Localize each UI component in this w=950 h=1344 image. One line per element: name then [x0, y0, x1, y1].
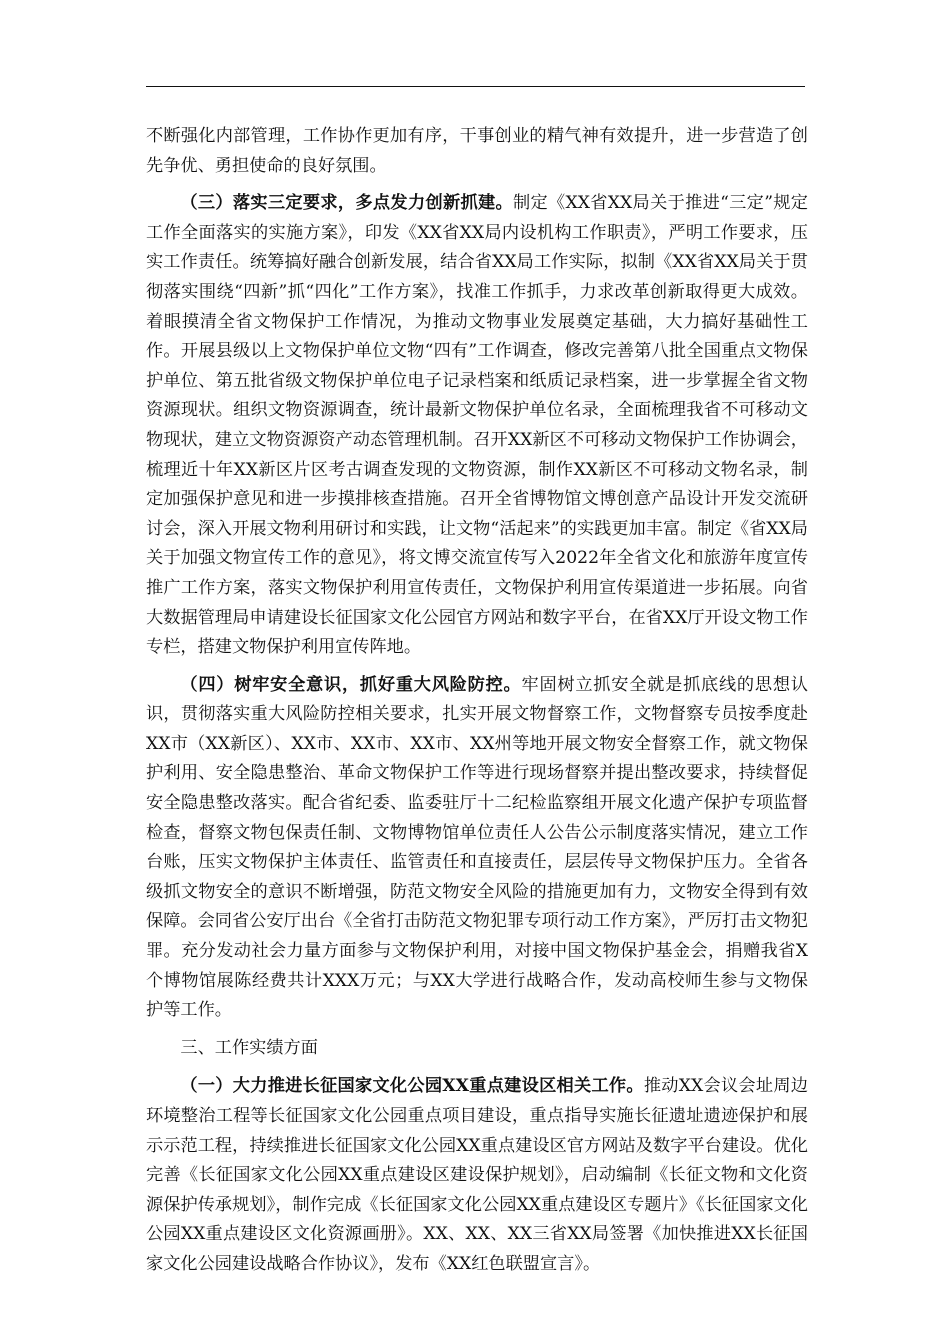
paragraph-section-3	[146, 189, 808, 663]
paragraph-text: 牢固树立抓安全就是抓底线的思想认识，贯彻落实重大风险防控相关要求，扎实开展文物督察工作，文物督察专员按季度赴XX市（XX新区）、XX市、XX市、XX市、XX州等地开展文物安全督察工作，就文物保护利用、安全隐患整治、革命文物保护工作等进行现场督察并提出整改要求，持续督促安全隐患整改落实。配合省纪委、监委驻厅十二纪检监察组开展文化遗产保护专项监督检查，督察文物包保责任制、文物博物馆单位责任人公告公示制度落实情况，建立工作台账，压实文物保护主体责任、监管责任和直接责任，层层传导文物保护压力。全省各级抓文物安全的意识不断增强，防范文物安全风险的措施更加有力，文物安全得到有效保障。会同省公安厅出台《全省打击防范文物犯罪专项行动工作方案》，严厉打击文物犯罪。充分发动社会力量方面参与文物保护利用，对接中国文物保护基金会，捐赠我省X个博物馆展陈经费共计XXX万元；与XX大学进行战略合作，发动高校师生参与文物保护等工作。	[146, 674, 808, 1021]
paragraph-heading: （三）落实三定要求，多点发力创新抓建。	[180, 193, 513, 214]
paragraph-achievement-1	[146, 1072, 808, 1279]
paragraph-text: 不断强化内部管理，工作协作更加有序，干事创业的精气神有效提升，进一步营造了创先争优、勇担使命的良好氛围。	[146, 126, 808, 176]
header-rule	[146, 86, 805, 87]
document-body	[146, 122, 808, 1288]
paragraph-text: 制定《XX省XX局关于推进“三定”规定工作全面落实的实施方案》，印发《XX省XX局内设机构工作职责》，严明工作要求，压实工作责任。统筹搞好融合创新发展，结合省XX局工作实际，拟制《XX省XX局关于贯彻落实围绕“四新”抓“四化”工作方案》，找准工作抓手，力求改革创新取得更大成效。着眼摸清全省文物保护工作情况，为推动文物事业发展奠定基础，大力搞好基础性工作。开展县级以上文物保护单位文物“四有”工作调查，修改完善第八批全国重点文物保护单位、第五批省级文物保护单位电子记录档案和纸质记录档案，进一步掌握全省文物资源现状。组织文物资源调查，统计最新文物保护单位名录，全面梳理我省不可移动文物现状，建立文物资源资产动态管理机制。召开XX新区不可移动文物保护工作协调会，梳理近十年XX新区片区考古调查发现的文物资源，制作XX新区不可移动文物名录，制定加强保护意见和进一步摸排核查措施。召开全省博物馆文博创意产品设计开发交流研讨会，深入开展文物利用研讨和实践，让文物“活起来”的实践更加丰富。制定《省XX局关于加强文物宣传工作的意见》，将文博交流宣传写入2022年全省文化和旅游年度宣传推广工作方案，落实文物保护利用宣传责任，文物保护利用宣传渠道进一步拓展。向省大数据管理局申请建设长征国家文化公园官方网站和数字平台，在省XX厅开设文物工作专栏，搭建文物保护利用宣传阵地。	[146, 193, 808, 658]
paragraph-heading: （一）大力推进长征国家文化公园XX重点建设区相关工作。	[180, 1076, 644, 1097]
paragraph-continuation	[146, 122, 808, 181]
paragraph-section-4	[146, 671, 808, 1026]
section-heading	[146, 1034, 808, 1064]
section-heading-text: 三、工作实绩方面	[180, 1037, 318, 1058]
paragraph-text: 推动XX会议会址周边环境整治工程等长征国家文化公园重点项目建设，重点指导实施长征遗址遗迹保护和展示示范工程，持续推进长征国家文化公园XX重点建设区官方网站及数字平台建设。优化完善《长征国家文化公园XX重点建设区建设保护规划》，启动编制《长征文物和文化资源保护传承规划》，制作完成《长征国家文化公园XX重点建设区专题片》《长征国家文化公园XX重点建设区文化资源画册》。XX、XX、XX三省XX局签署《加快推进XX长征国家文化公园建设战略合作协议》，发布《XX红色联盟宣言》。	[146, 1076, 808, 1274]
paragraph-heading: （四）树牢安全意识，抓好重大风险防控。	[180, 674, 522, 695]
